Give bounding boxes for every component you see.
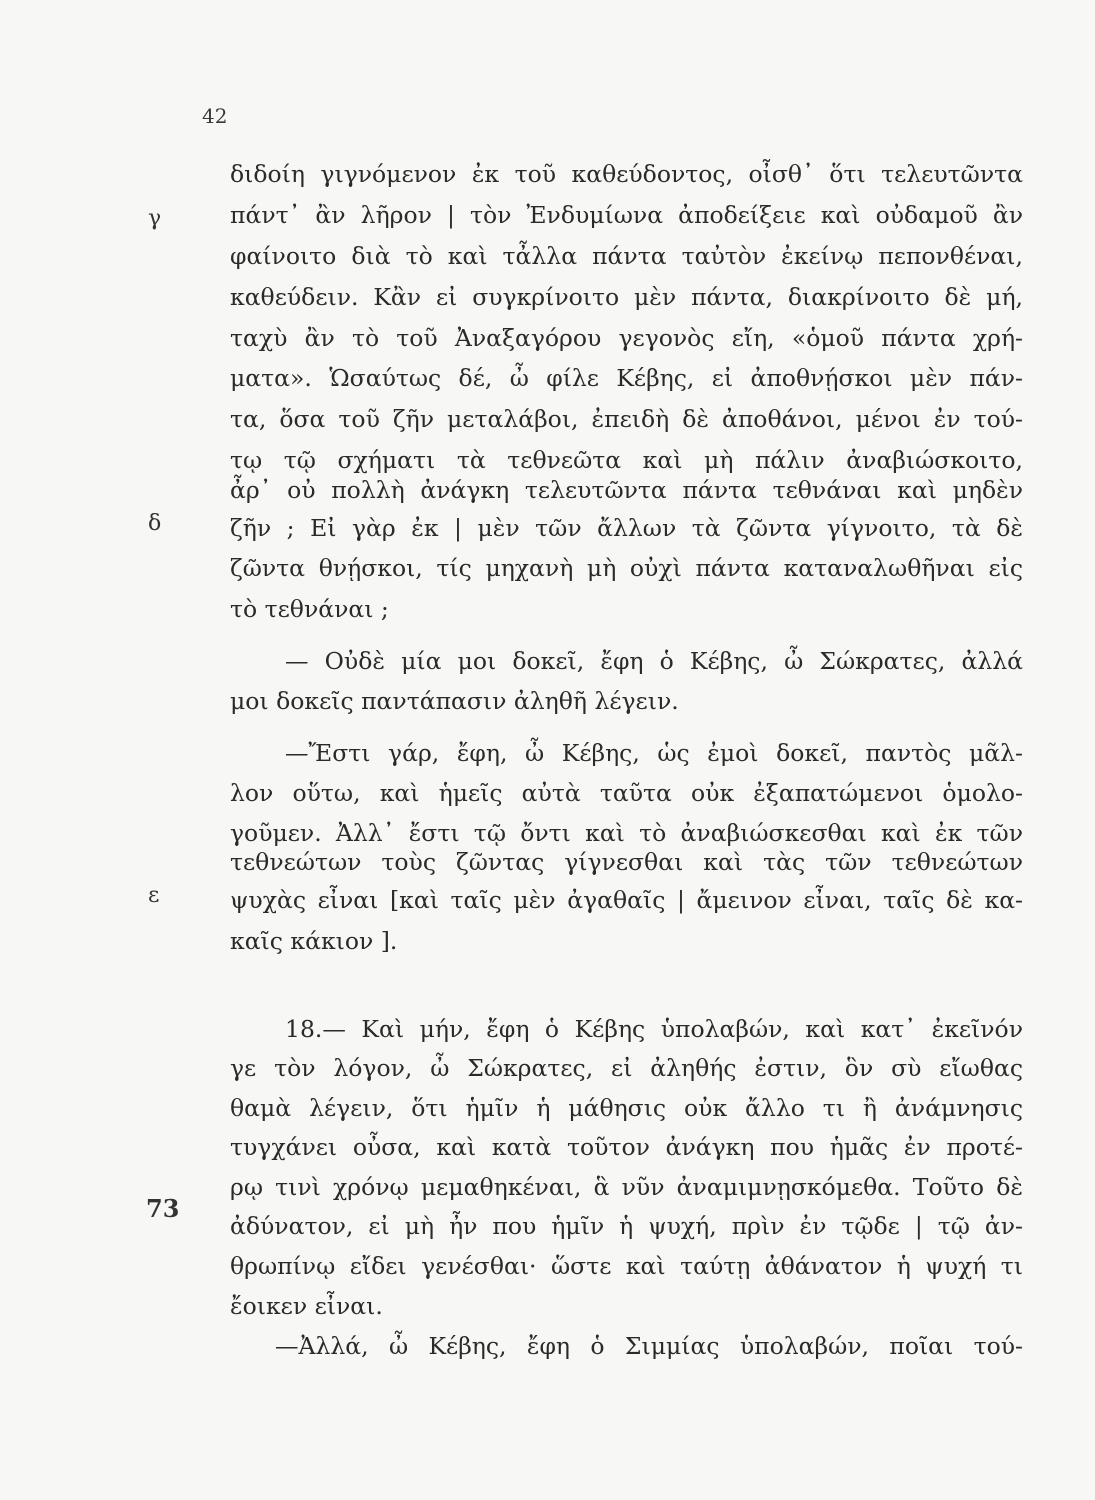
text-line: —Ἔστι γάρ, ἔφη, ὦ Κέβης, ὡς ἐμοὶ δοκεῖ, παντὸς μᾶλ- — [285, 739, 1023, 767]
text-line: — Οὐδὲ μία μοι δοκεῖ, ἔφη ὁ Κέβης, ὦ Σώκρατες, ἀλλά — [285, 647, 1023, 675]
text-line: ρῳ τινὶ χρόνῳ μεμαθηκέναι, ἃ νῦν ἀναμιμνῃσκόμεθα. Τοῦτο δὲ — [230, 1173, 1023, 1201]
text-line: ἔοικεν εἶναι. — [230, 1292, 383, 1320]
text-line: πάντ᾽ ἂν λῆρον | τὸν Ἐνδυμίωνα ἀποδείξειε καὶ οὐδαμοῦ ἂν — [230, 201, 1023, 229]
text-line: ματα». Ὡσαύτως δέ, ὦ φίλε Κέβης, εἰ ἀποθνῄσκοι μὲν πάν- — [230, 364, 1023, 392]
margin-letter-delta: δ — [148, 511, 162, 536]
page-number: 42 — [202, 104, 228, 128]
margin-stephanus-number: 73 — [146, 1194, 180, 1223]
text-line: τυγχάνει οὖσα, καὶ κατὰ τοῦτον ἀνάγκη που ἡμᾶς ἐν προτέ- — [230, 1133, 1023, 1161]
text-line: ψυχὰς εἶναι [καὶ ταῖς μὲν ἀγαθαῖς | ἄμεινον εἶναι, ταῖς δὲ κα- — [230, 886, 1023, 914]
text-line: λον οὕτω, καὶ ἡμεῖς αὐτὰ ταῦτα οὐκ ἐξαπατώμενοι ὁμολο- — [230, 779, 1023, 807]
text-line: μοι δοκεῖς παντάπασιν ἀληθῆ λέγειν. — [230, 687, 679, 715]
text-line: —Ἀλλά, ὦ Κέβης, ἔφη ὁ Σιμμίας ὑπολαβών, ποῖαι τού- — [275, 1332, 1023, 1360]
text-line: ταχὺ ἂν τὸ τοῦ Ἀναξαγόρου γεγονὸς εἴη, «ὁμοῦ πάντα χρή- — [230, 324, 1023, 352]
text-line: τῳ τῷ σχήματι τὰ τεθνεῶτα καὶ μὴ πάλιν ἀναβιώσκοιτο, — [230, 446, 1023, 474]
text-line: διδοίη γιγνόμενον ἐκ τοῦ καθεύδοντος, οἶσθ᾽ ὅτι τελευτῶντα — [230, 160, 1023, 188]
text-line: καθεύδειν. Κἂν εἰ συγκρίνοιτο μὲν πάντα, διακρίνοιτο δὲ μή, — [230, 283, 1023, 311]
text-line: καῖς κάκιον ]. — [230, 927, 398, 955]
text-line: ἆρ᾽ οὐ πολλὴ ἀνάγκη τελευτῶντα πάντα τεθνάναι καὶ μηδὲν — [230, 476, 1023, 504]
margin-letter-gamma: γ — [148, 206, 162, 231]
text-line: γοῦμεν. Ἀλλ᾽ ἔστι τῷ ὄντι καὶ τὸ ἀναβιώσκεσθαι καὶ ἐκ τῶν — [230, 819, 1023, 847]
text-line: φαίνοιτο διὰ τὸ καὶ τἆλλα πάντα ταὐτὸν ἐκείνῳ πεπονθέναι, — [230, 242, 1023, 270]
text-line: θρωπίνῳ εἴδει γενέσθαι· ὥστε καὶ ταύτῃ ἀθάνατον ἡ ψυχή τι — [230, 1252, 1023, 1280]
text-line: γε τὸν λόγον, ὦ Σώκρατες, εἰ ἀληθής ἐστιν, ὃν σὺ εἴωθας — [230, 1054, 1023, 1082]
text-line: 18.— Καὶ μήν, ἔφη ὁ Κέβης ὑπολαβών, καὶ κατ᾽ ἐκεῖνόν — [285, 1015, 1023, 1043]
text-line: ζῆν ; Εἰ γὰρ ἐκ | μὲν τῶν ἄλλων τὰ ζῶντα γίγνοιτο, τὰ δὲ — [230, 514, 1023, 542]
margin-letter-epsilon: ε — [148, 883, 160, 908]
text-line: ζῶντα θνῄσκοι, τίς μηχανὴ μὴ οὐχὶ πάντα καταναλωθῆναι εἰς — [230, 554, 1023, 582]
text-line: ἀδύνατον, εἰ μὴ ἦν που ἡμῖν ἡ ψυχή, πρὶν ἐν τῷδε | τῷ ἀν- — [230, 1212, 1023, 1240]
text-line: τεθνεώτων τοὺς ζῶντας γίγνεσθαι καὶ τὰς τῶν τεθνεώτων — [230, 848, 1023, 876]
text-line: θαμὰ λέγειν, ὅτι ἡμῖν ἡ μάθησις οὐκ ἄλλο τι ἢ ἀνάμνησις — [230, 1094, 1023, 1122]
text-line: τα, ὅσα τοῦ ζῆν μεταλάβοι, ἐπειδὴ δὲ ἀποθάνοι, μένοι ἐν τού- — [230, 405, 1023, 433]
text-line: τὸ τεθνάναι ; — [230, 595, 389, 623]
